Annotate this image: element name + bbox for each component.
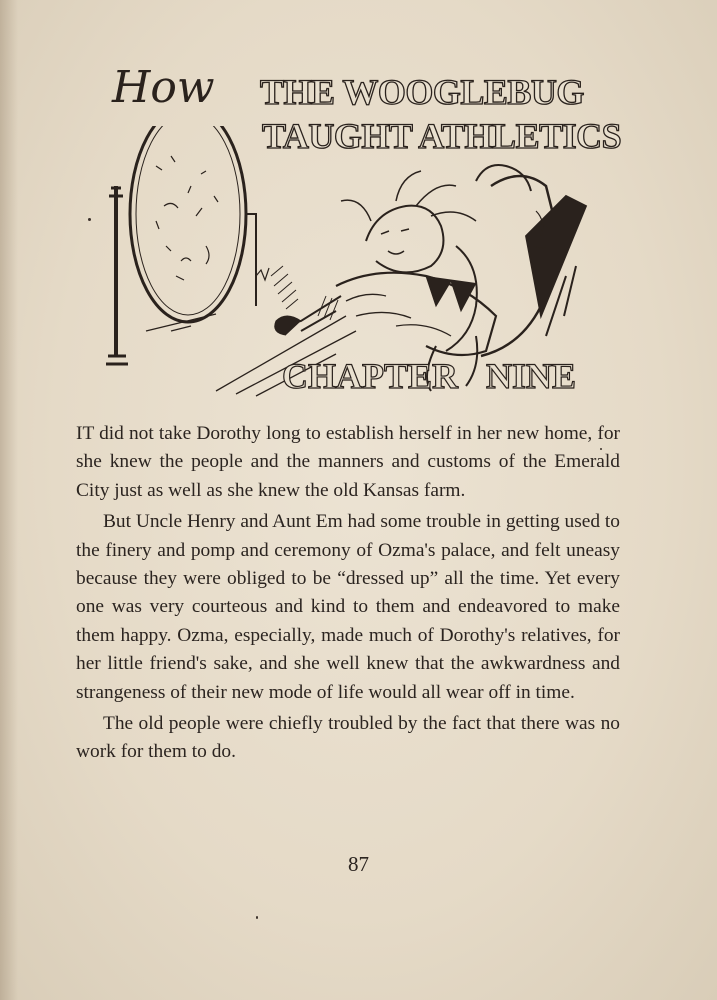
- hatching: [271, 266, 338, 320]
- heading-title-line-2: TAUGHT ATHLETICS: [262, 116, 622, 156]
- paragraph-3: The old people were chiefly troubled by the fact that there was no work for them to do.: [76, 713, 620, 763]
- paper-speck: [600, 448, 602, 450]
- mirror-drawing: [106, 126, 269, 364]
- page-number: 87: [348, 852, 369, 876]
- chapter-body-text: [76, 420, 620, 767]
- chapter-label-word: CHAPTER: [282, 356, 459, 396]
- paper-speck: [88, 218, 91, 221]
- paragraph-1: IT did not take Dorothy long to establish herself in her new home, for she knew the people and the manners and customs of the Emerald City just as well as she knew the old Kansas farm.: [76, 423, 620, 501]
- paragraph-2: But Uncle Henry and Aunt Em had some trouble in getting used to the finery and pomp and ceremony of Ozma's palace, and felt uneasy because they were obliged to be “dressed up” all the time. Yet every one was very courteous and kind to them and endeavored to make them happy. Ozma, especially, made much of Dorothy's relatives, for her little friend's sake, and she well knew that the awkwardness and strangeness of their new mode of life would all wear off in time.: [76, 511, 620, 703]
- page-gutter-shadow: [0, 0, 18, 1000]
- chapter-label-number: NINE: [486, 356, 577, 396]
- heading-title-line-1: THE WOOGLEBUG: [260, 72, 584, 112]
- heading-how-script: How: [112, 62, 215, 113]
- paper-speck: [256, 916, 258, 919]
